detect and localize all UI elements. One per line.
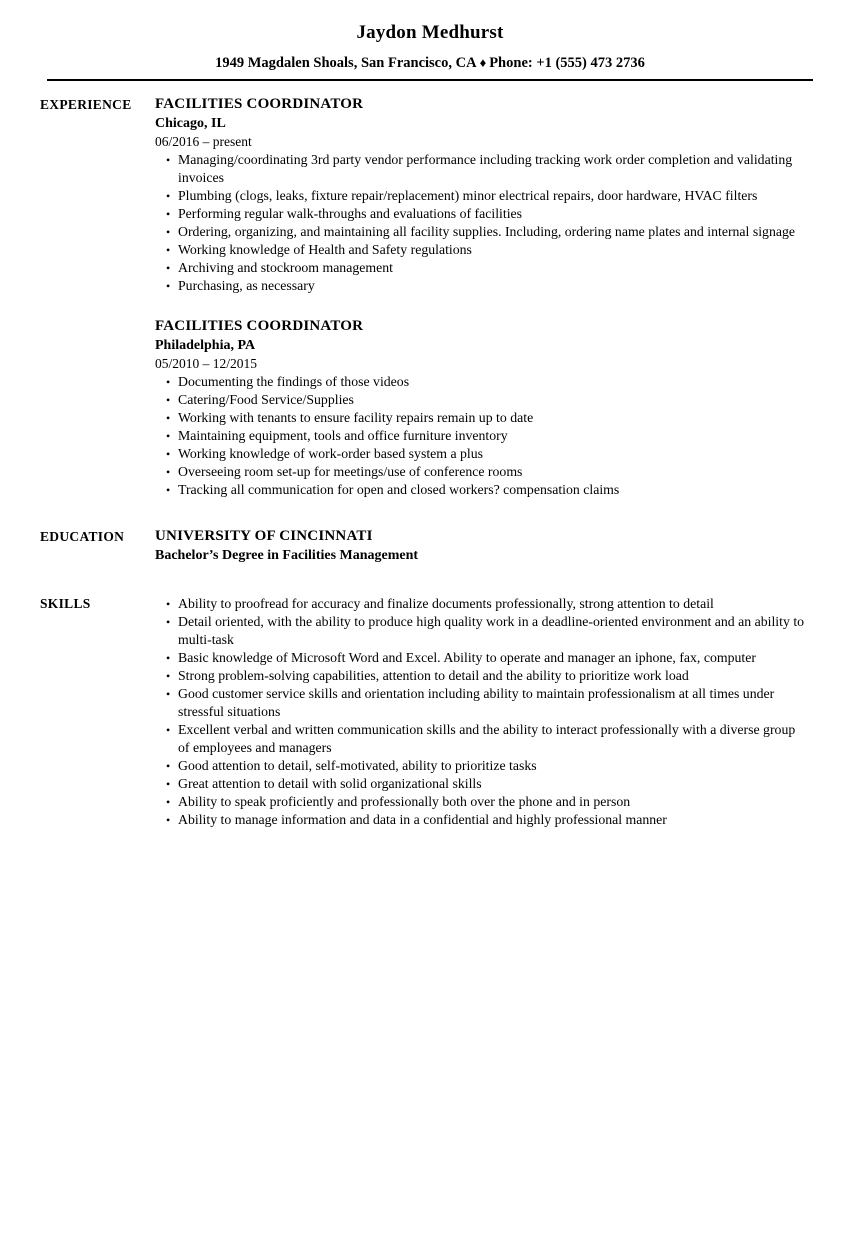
candidate-phone: Phone: +1 (555) 473 2736 xyxy=(489,55,645,71)
list-item xyxy=(155,649,806,667)
bullet-icon: • xyxy=(166,207,171,221)
section-label-education: EDUCATION xyxy=(40,529,125,544)
section-experience xyxy=(40,95,806,499)
list-item xyxy=(155,811,806,829)
job-dates: 06/2016 – present xyxy=(155,134,252,149)
list-item-text: Managing/coordinating 3rd party vendor performance including tracking work order completion and validating invoices xyxy=(178,152,793,185)
education-degree: Bachelor’s Degree in Facilities Management xyxy=(155,548,419,563)
list-item-text: Good attention to detail, self-motivated, ability to prioritize tasks xyxy=(178,758,537,773)
bullet-icon: • xyxy=(166,465,171,479)
list-item-text: Working knowledge of Health and Safety regulations xyxy=(178,242,472,257)
job-responsibility-list xyxy=(155,151,806,295)
skills-entries xyxy=(155,594,806,829)
bullet-icon: • xyxy=(166,795,171,809)
list-item xyxy=(155,595,806,613)
bullet-icon: • xyxy=(166,615,171,629)
list-item-text: Plumbing (clogs, leaks, fixture repair/replacement) minor electrical repairs, door hardware, HVAC filters xyxy=(178,188,758,203)
list-item-text: Excellent verbal and written communication skills and the ability to interact professionally with a diverse group of employees and managers xyxy=(178,722,796,755)
list-item xyxy=(155,391,806,409)
list-item-text: Ability to manage information and data in a confidential and highly professional manner xyxy=(178,812,667,827)
list-item-text: Documenting the findings of those videos xyxy=(178,374,410,389)
section-education xyxy=(40,527,806,565)
list-item xyxy=(155,223,806,241)
list-item xyxy=(155,793,806,811)
experience-entries xyxy=(155,95,806,499)
resume-content xyxy=(0,81,860,829)
section-skills xyxy=(40,594,806,829)
list-item xyxy=(155,205,806,223)
list-item-text: Working with tenants to ensure facility repairs remain up to date xyxy=(178,410,534,425)
list-item xyxy=(155,667,806,685)
list-item xyxy=(155,259,806,277)
bullet-icon: • xyxy=(166,261,171,275)
job-location: Philadelphia, PA xyxy=(155,338,256,353)
list-item xyxy=(155,241,806,259)
section-label-experience: EXPERIENCE xyxy=(40,97,132,112)
list-item-text: Catering/Food Service/Supplies xyxy=(178,392,354,407)
list-item xyxy=(155,409,806,427)
bullet-icon: • xyxy=(166,669,171,683)
bullet-icon: • xyxy=(166,189,171,203)
list-item-text: Tracking all communication for open and closed workers? compensation claims xyxy=(178,482,620,497)
list-item xyxy=(155,151,806,187)
list-item-text: Great attention to detail with solid organizational skills xyxy=(178,776,482,791)
list-item xyxy=(155,721,806,757)
bullet-icon: • xyxy=(166,429,171,443)
bullet-icon: • xyxy=(166,759,171,773)
list-item xyxy=(155,445,806,463)
list-item xyxy=(155,373,806,391)
list-item-text: Ordering, organizing, and maintaining all facility supplies. Including, ordering name plates and internal signage xyxy=(178,224,795,239)
bullet-icon: • xyxy=(166,483,171,497)
list-item-text: Maintaining equipment, tools and office furniture inventory xyxy=(178,428,508,443)
bullet-icon: • xyxy=(166,393,171,407)
section-label-skills: SKILLS xyxy=(40,596,91,611)
list-item-text: Purchasing, as necessary xyxy=(178,278,315,293)
list-item xyxy=(155,775,806,793)
list-item xyxy=(155,481,806,499)
job-responsibility-list xyxy=(155,373,806,499)
list-item-text: Overseeing room set-up for meetings/use of conference rooms xyxy=(178,464,523,479)
list-item xyxy=(155,613,806,649)
list-item-text: Strong problem-solving capabilities, attention to detail and the ability to prioritize work load xyxy=(178,668,689,683)
bullet-icon: • xyxy=(166,375,171,389)
job-location: Chicago, IL xyxy=(155,116,226,131)
bullet-icon: • xyxy=(166,597,171,611)
resume-header xyxy=(0,0,860,81)
list-item-text: Basic knowledge of Microsoft Word and Excel. Ability to operate and manager an iphone, fax, computer xyxy=(178,650,756,665)
contact-line xyxy=(0,54,860,72)
bullet-icon: • xyxy=(166,651,171,665)
experience-job xyxy=(155,95,806,295)
list-item xyxy=(155,187,806,205)
experience-job xyxy=(155,317,806,499)
job-dates: 05/2010 – 12/2015 xyxy=(155,356,258,371)
list-item-text: Ability to speak proficiently and professionally both over the phone and in person xyxy=(178,794,631,809)
job-title: FACILITIES COORDINATOR xyxy=(155,318,364,334)
bullet-icon: • xyxy=(166,279,171,293)
list-item xyxy=(155,463,806,481)
education-school: UNIVERSITY OF CINCINNATI xyxy=(155,528,373,544)
bullet-icon: • xyxy=(166,813,171,827)
list-item-text: Good customer service skills and orientation including ability to maintain professionalism at all times under stressful situations xyxy=(178,686,775,719)
list-item xyxy=(155,427,806,445)
skills-list xyxy=(155,595,806,829)
list-item-text: Performing regular walk-throughs and evaluations of facilities xyxy=(178,206,523,221)
list-item xyxy=(155,757,806,775)
bullet-icon: • xyxy=(166,153,171,167)
diamond-separator-icon: ♦ xyxy=(479,55,487,70)
education-entries xyxy=(155,527,806,565)
bullet-icon: • xyxy=(166,447,171,461)
bullet-icon: • xyxy=(166,225,171,239)
candidate-address: 1949 Magdalen Shoals, San Francisco, CA xyxy=(215,55,477,71)
job-title: FACILITIES COORDINATOR xyxy=(155,96,364,112)
candidate-name: Jaydon Medhurst xyxy=(356,22,504,43)
bullet-icon: • xyxy=(166,243,171,257)
list-item xyxy=(155,277,806,295)
bullet-icon: • xyxy=(166,687,171,701)
list-item-text: Archiving and stockroom management xyxy=(178,260,393,275)
list-item xyxy=(155,685,806,721)
list-item-text: Working knowledge of work-order based system a plus xyxy=(178,446,484,461)
list-item-text: Detail oriented, with the ability to produce high quality work in a deadline-oriented environment and an ability to multi-task xyxy=(178,614,805,647)
bullet-icon: • xyxy=(166,411,171,425)
bullet-icon: • xyxy=(166,777,171,791)
bullet-icon: • xyxy=(166,723,171,737)
list-item-text: Ability to proofread for accuracy and finalize documents professionally, strong attention to detail xyxy=(178,596,714,611)
